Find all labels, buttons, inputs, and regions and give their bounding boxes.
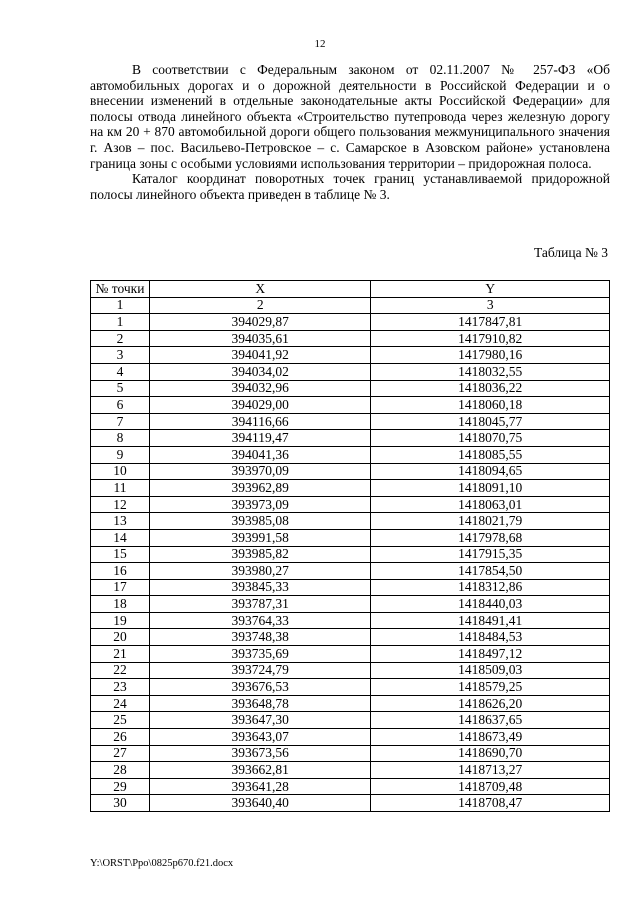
cell-point-number: 11 bbox=[91, 480, 150, 497]
cell-x: 393991,58 bbox=[149, 529, 371, 546]
cell-point-number: 2 bbox=[91, 330, 150, 347]
cell-y: 1418063,01 bbox=[371, 496, 610, 513]
cell-x: 393641,28 bbox=[149, 778, 371, 795]
table-row bbox=[91, 546, 610, 563]
cell-point-number: 9 bbox=[91, 446, 150, 463]
cell-y: 1417978,68 bbox=[371, 529, 610, 546]
cell-x: 394034,02 bbox=[149, 363, 371, 380]
table-row bbox=[91, 330, 610, 347]
table-body bbox=[91, 314, 610, 812]
table-row bbox=[91, 430, 610, 447]
cell-y: 1418060,18 bbox=[371, 397, 610, 414]
table-row bbox=[91, 397, 610, 414]
cell-y: 1418094,65 bbox=[371, 463, 610, 480]
table-column-number-row bbox=[91, 297, 610, 314]
table-row bbox=[91, 679, 610, 696]
table-row bbox=[91, 579, 610, 596]
cell-point-number: 25 bbox=[91, 712, 150, 729]
table-row bbox=[91, 629, 610, 646]
table-header-row bbox=[91, 281, 610, 298]
cell-point-number: 8 bbox=[91, 430, 150, 447]
table-row bbox=[91, 363, 610, 380]
column-number: 3 bbox=[371, 297, 610, 314]
cell-x: 394035,61 bbox=[149, 330, 371, 347]
cell-x: 393673,56 bbox=[149, 745, 371, 762]
table-row bbox=[91, 695, 610, 712]
cell-x: 394041,36 bbox=[149, 446, 371, 463]
cell-y: 1418440,03 bbox=[371, 596, 610, 613]
page-number: 12 bbox=[314, 38, 326, 50]
cell-point-number: 26 bbox=[91, 729, 150, 746]
paragraph: Каталог координат поворотных точек границ устанавливаемой придорожной полосы линейного объекта приведен в таблице № 3. bbox=[90, 171, 610, 202]
cell-x: 393973,09 bbox=[149, 496, 371, 513]
table-row bbox=[91, 729, 610, 746]
cell-x: 393985,08 bbox=[149, 513, 371, 530]
cell-y: 1418673,49 bbox=[371, 729, 610, 746]
table-row bbox=[91, 314, 610, 331]
table-row bbox=[91, 413, 610, 430]
table-row bbox=[91, 612, 610, 629]
cell-y: 1418032,55 bbox=[371, 363, 610, 380]
cell-y: 1418713,27 bbox=[371, 762, 610, 779]
cell-y: 1418637,65 bbox=[371, 712, 610, 729]
cell-y: 1418708,47 bbox=[371, 795, 610, 812]
cell-y: 1418021,79 bbox=[371, 513, 610, 530]
cell-point-number: 18 bbox=[91, 596, 150, 613]
cell-point-number: 16 bbox=[91, 563, 150, 580]
cell-point-number: 29 bbox=[91, 778, 150, 795]
cell-y: 1417980,16 bbox=[371, 347, 610, 364]
table-row bbox=[91, 380, 610, 397]
table-row bbox=[91, 463, 610, 480]
cell-y: 1418045,77 bbox=[371, 413, 610, 430]
cell-point-number: 6 bbox=[91, 397, 150, 414]
cell-x: 393676,53 bbox=[149, 679, 371, 696]
cell-x: 393640,40 bbox=[149, 795, 371, 812]
table-row bbox=[91, 596, 610, 613]
cell-point-number: 19 bbox=[91, 612, 150, 629]
cell-x: 393735,69 bbox=[149, 646, 371, 663]
cell-point-number: 7 bbox=[91, 413, 150, 430]
cell-x: 394116,66 bbox=[149, 413, 371, 430]
table-row bbox=[91, 745, 610, 762]
cell-y: 1417915,35 bbox=[371, 546, 610, 563]
cell-x: 393643,07 bbox=[149, 729, 371, 746]
cell-x: 393845,33 bbox=[149, 579, 371, 596]
cell-point-number: 23 bbox=[91, 679, 150, 696]
cell-y: 1417854,50 bbox=[371, 563, 610, 580]
cell-y: 1418070,75 bbox=[371, 430, 610, 447]
cell-x: 394032,96 bbox=[149, 380, 371, 397]
table-row bbox=[91, 662, 610, 679]
cell-y: 1417847,81 bbox=[371, 314, 610, 331]
cell-y: 1418626,20 bbox=[371, 695, 610, 712]
cell-point-number: 27 bbox=[91, 745, 150, 762]
cell-x: 393662,81 bbox=[149, 762, 371, 779]
cell-y: 1418484,53 bbox=[371, 629, 610, 646]
table-row bbox=[91, 778, 610, 795]
cell-point-number: 22 bbox=[91, 662, 150, 679]
table-row bbox=[91, 513, 610, 530]
cell-x: 394029,87 bbox=[149, 314, 371, 331]
header-point-number: № точки bbox=[91, 281, 150, 298]
cell-point-number: 12 bbox=[91, 496, 150, 513]
table-row bbox=[91, 480, 610, 497]
cell-y: 1418312,86 bbox=[371, 579, 610, 596]
cell-x: 393980,27 bbox=[149, 563, 371, 580]
cell-x: 393787,31 bbox=[149, 596, 371, 613]
cell-x: 393724,79 bbox=[149, 662, 371, 679]
table-row bbox=[91, 646, 610, 663]
cell-point-number: 17 bbox=[91, 579, 150, 596]
cell-point-number: 30 bbox=[91, 795, 150, 812]
table-row bbox=[91, 347, 610, 364]
column-number: 2 bbox=[149, 297, 371, 314]
cell-x: 393970,09 bbox=[149, 463, 371, 480]
cell-y: 1418690,70 bbox=[371, 745, 610, 762]
coordinates-table bbox=[90, 280, 610, 812]
cell-point-number: 13 bbox=[91, 513, 150, 530]
cell-x: 393764,33 bbox=[149, 612, 371, 629]
cell-point-number: 15 bbox=[91, 546, 150, 563]
cell-x: 393748,38 bbox=[149, 629, 371, 646]
cell-point-number: 20 bbox=[91, 629, 150, 646]
table-row bbox=[91, 712, 610, 729]
cell-y: 1418579,25 bbox=[371, 679, 610, 696]
cell-y: 1418085,55 bbox=[371, 446, 610, 463]
cell-point-number: 28 bbox=[91, 762, 150, 779]
cell-x: 393985,82 bbox=[149, 546, 371, 563]
cell-point-number: 4 bbox=[91, 363, 150, 380]
cell-x: 394119,47 bbox=[149, 430, 371, 447]
cell-y: 1418497,12 bbox=[371, 646, 610, 663]
cell-y: 1418509,03 bbox=[371, 662, 610, 679]
cell-x: 394041,92 bbox=[149, 347, 371, 364]
column-number: 1 bbox=[91, 297, 150, 314]
cell-point-number: 5 bbox=[91, 380, 150, 397]
cell-y: 1418491,41 bbox=[371, 612, 610, 629]
cell-point-number: 14 bbox=[91, 529, 150, 546]
cell-point-number: 21 bbox=[91, 646, 150, 663]
cell-x: 393648,78 bbox=[149, 695, 371, 712]
table-row bbox=[91, 529, 610, 546]
cell-point-number: 10 bbox=[91, 463, 150, 480]
table-row bbox=[91, 762, 610, 779]
body-text bbox=[90, 62, 610, 202]
footer-file-path: Y:\ORST\Ppo\0825p670.f21.docx bbox=[90, 858, 234, 869]
cell-point-number: 1 bbox=[91, 314, 150, 331]
header-x: X bbox=[149, 281, 371, 298]
table-row bbox=[91, 563, 610, 580]
cell-y: 1418036,22 bbox=[371, 380, 610, 397]
cell-y: 1417910,82 bbox=[371, 330, 610, 347]
cell-point-number: 24 bbox=[91, 695, 150, 712]
cell-point-number: 3 bbox=[91, 347, 150, 364]
table-row bbox=[91, 795, 610, 812]
table-caption: Таблица № 3 bbox=[534, 245, 608, 260]
cell-y: 1418091,10 bbox=[371, 480, 610, 497]
paragraph: В соответствии с Федеральным законом от 02.11.2007 № 257-ФЗ «Об автомобильных дорогах и о дорожной деятельности в Российской Федерации и о внесении изменений в отдельные законодательные акты Российской Федерации» для полосы отвода линейного объекта «Строительство путепровода через железную дорогу на км 20 + 870 автомобильной дороги общего пользования межмуниципального значения г. Азов – пос. Васильево-Петровское – с. Самарское в Азовском районе» установлена граница зоны с особыми условиями использования территории – придорожная полоса. bbox=[90, 62, 610, 171]
cell-x: 393647,30 bbox=[149, 712, 371, 729]
table-row bbox=[91, 446, 610, 463]
cell-y: 1418709,48 bbox=[371, 778, 610, 795]
header-y: Y bbox=[371, 281, 610, 298]
cell-x: 393962,89 bbox=[149, 480, 371, 497]
cell-x: 394029,00 bbox=[149, 397, 371, 414]
table-row bbox=[91, 496, 610, 513]
